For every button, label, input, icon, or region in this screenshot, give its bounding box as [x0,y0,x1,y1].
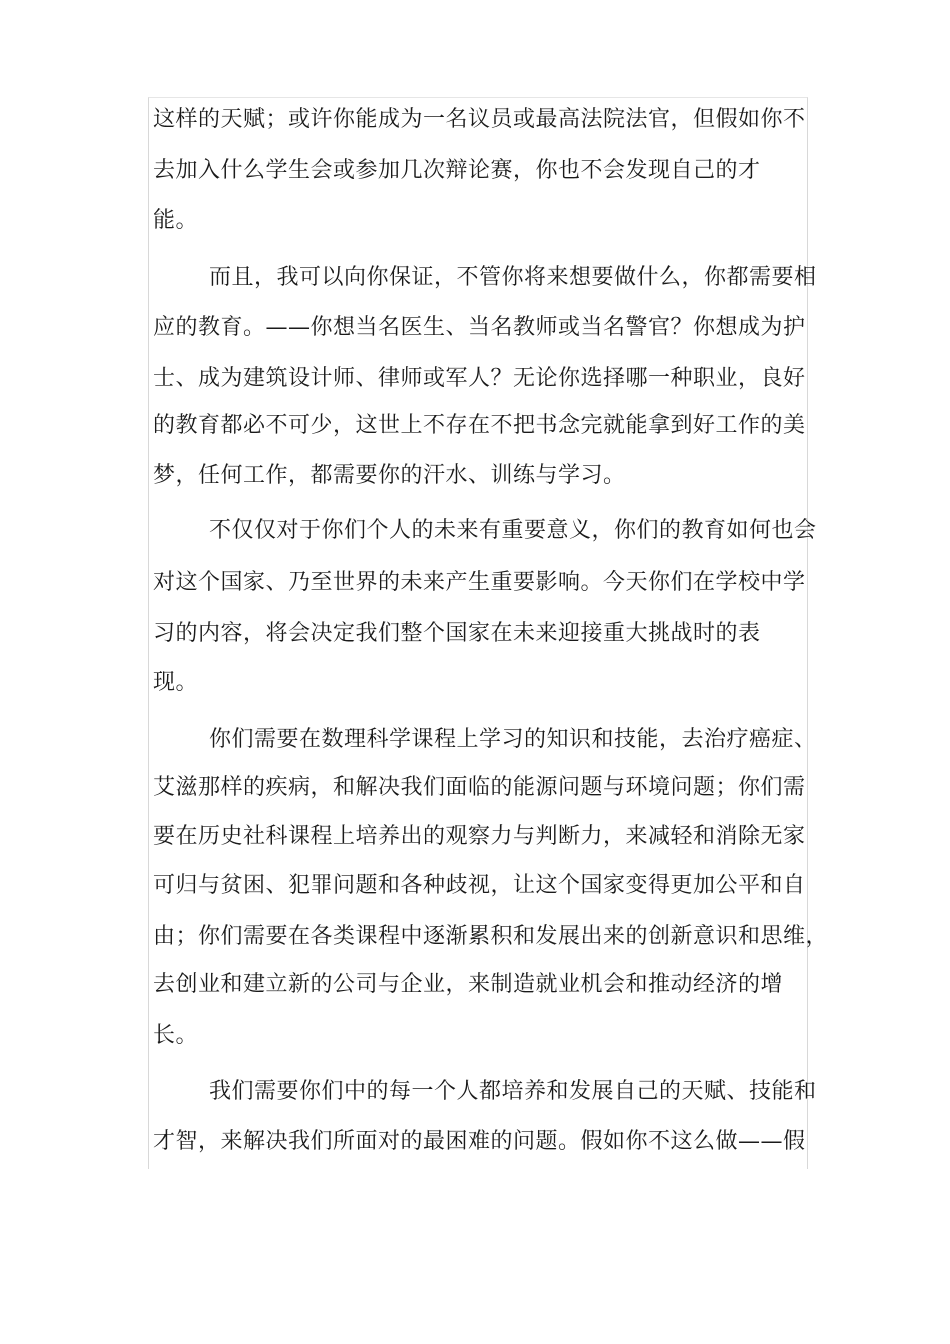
text-line: 应的教育。——你想当名医生、当名教师或当名警官？你想成为护 [153,315,806,340]
text-line: 去加入什么学生会或参加几次辩论赛，你也不会发现自己的才 [153,158,761,183]
text-line: 的教育都必不可少，这世上不存在不把书念完就能拿到好工作的美 [153,413,806,438]
text-line: 而且，我可以向你保证，不管你将来想要做什么，你都需要相 [209,265,817,290]
text-line: 梦，任何工作，都需要你的汗水、训练与学习。 [153,463,626,488]
text-line: 艾滋那样的疾病，和解决我们面临的能源问题与环境问题；你们需 [153,775,806,800]
text-line: 现。 [153,670,199,695]
text-line: 可归与贫困、犯罪问题和各种歧视，让这个国家变得更加公平和自 [153,873,806,898]
text-line: 能。 [153,208,199,233]
text-line: 由；你们需要在各类课程中逐渐累积和发展出来的创新意识和思维， [153,924,829,949]
text-line: 对这个国家、乃至世界的未来产生重要影响。今天你们在学校中学 [153,570,806,595]
text-line: 不仅仅对于你们个人的未来有重要意义，你们的教育如何也会 [209,518,817,543]
text-line: 才智，来解决我们所面对的最困难的问题。假如你不这么做——假 [153,1129,806,1154]
text-line: 这样的天赋；或许你能成为一名议员或最高法院法官，但假如你不 [153,107,806,132]
text-line: 要在历史社科课程上培养出的观察力与判断力，来减轻和消除无家 [153,824,806,849]
text-line: 士、成为建筑设计师、律师或军人？无论你选择哪一种职业，良好 [153,366,806,391]
text-line: 我们需要你们中的每一个人都培养和发展自己的天赋、技能和 [209,1079,817,1104]
text-line: 长。 [153,1023,199,1048]
text-line: 你们需要在数理科学课程上学习的知识和技能，去治疗癌症、 [209,727,817,752]
text-line: 习的内容，将会决定我们整个国家在未来迎接重大挑战时的表 [153,621,761,646]
text-line: 去创业和建立新的公司与企业，来制造就业机会和推动经济的增 [153,972,784,997]
